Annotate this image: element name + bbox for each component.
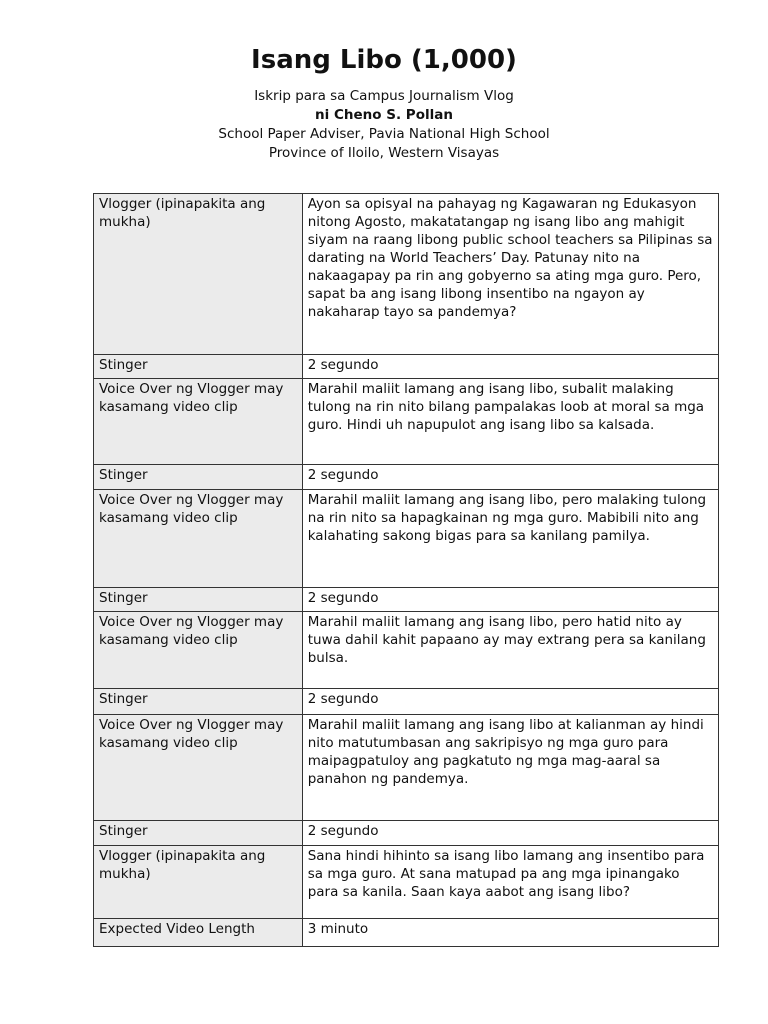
row-content: Sana hindi hihinto sa isang libo lamang ang insentibo para sa mga guro. At sana matupad pa ang mga ipinangako para sa kanila. Saan kaya aabot ang isang libo? [302,846,718,919]
row-content: 2 segundo [302,689,718,715]
row-content: Marahil maliit lamang ang isang libo, pero hatid nito ay tuwa dahil kahit papaano ay may extrang pera sa kanilang bulsa. [302,612,718,689]
row-content: Marahil maliit lamang ang isang libo, pero malaking tulong na rin nito sa hapagkainan ng mga guro. Mabibili nito ang kalahating sakong bigas para sa kanilang pamilya. [302,490,718,588]
script-table [93,193,719,947]
row-content: Marahil maliit lamang ang isang libo at kalianman ay hindi nito matutumbasan ang sakripisyo ng mga guro para maipagpatuloy ang pagkatuto ng mga mag-aaral sa panahon ng pandemya. [302,715,718,821]
document-header [0,40,768,163]
table-row [94,846,719,919]
author-location: Province of Iloilo, Western Visayas [268,145,500,161]
row-label: Stinger [94,821,303,846]
row-label: Voice Over ng Vlogger may kasamang video clip [94,490,303,588]
table-row [94,194,719,355]
row-label: Stinger [94,689,303,715]
row-content: Ayon sa opisyal na pahayag ng Kagawaran ng Edukasyon nitong Agosto, makatatangap ng isang libo ang mahigit siyam na raang libong public school teachers sa Pilipinas sa darating na World Teachers’ Day. Patunay nito na nakaagapay pa rin ang gobyerno sa ating mga guro. Pero, sapat ba ang isang libong insentibo na ngayon ay nakaharap tayo sa pandemya? [302,194,718,355]
table-row [94,612,719,689]
row-label: Expected Video Length [94,919,303,947]
row-label: Vlogger (ipinapakita ang mukha) [94,194,303,355]
table-row [94,919,719,947]
table-row [94,490,719,588]
row-content: 2 segundo [302,821,718,846]
row-label: Stinger [94,465,303,490]
author-name: ni Cheno S. Pollan [315,107,453,123]
row-content: 3 minuto [302,919,718,947]
table-row [94,588,719,612]
row-label: Voice Over ng Vlogger may kasamang video clip [94,715,303,821]
table-row [94,715,719,821]
document-title: Isang Libo (1,000) [251,45,517,75]
row-content: 2 segundo [302,355,718,379]
table-row [94,379,719,465]
table-row [94,821,719,846]
row-label: Voice Over ng Vlogger may kasamang video clip [94,612,303,689]
row-label: Voice Over ng Vlogger may kasamang video clip [94,379,303,465]
row-content: 2 segundo [302,588,718,612]
row-content: 2 segundo [302,465,718,490]
row-label: Stinger [94,355,303,379]
document-subtitle: Iskrip para sa Campus Journalism Vlog [254,88,514,104]
table-row [94,689,719,715]
table-row [94,465,719,490]
table-row [94,355,719,379]
author-affiliation: School Paper Adviser, Pavia National High School [218,126,550,142]
row-label: Stinger [94,588,303,612]
row-content: Marahil maliit lamang ang isang libo, subalit malaking tulong na rin nito bilang pampalakas loob at moral sa mga guro. Hindi uh napupulot ang isang libo sa kalsada. [302,379,718,465]
row-label: Vlogger (ipinapakita ang mukha) [94,846,303,919]
